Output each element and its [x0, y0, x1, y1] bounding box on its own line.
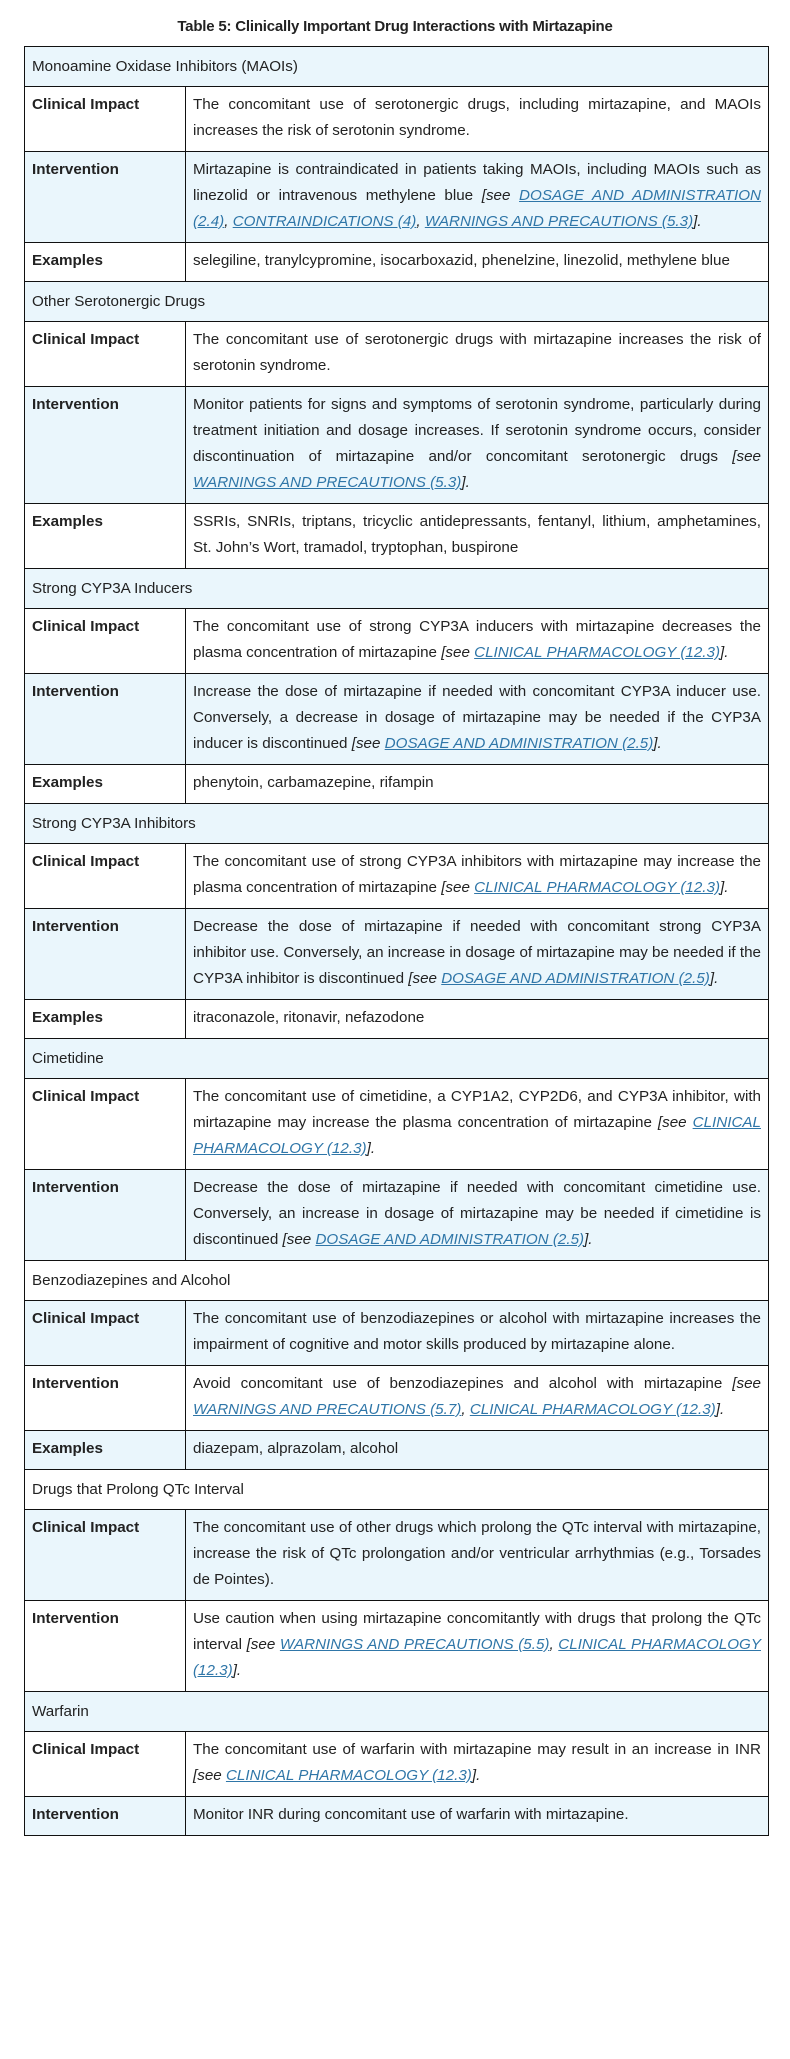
section-header-row: [25, 282, 769, 322]
section-title-strong-cyp3a-inhibitors: Strong CYP3A Inhibitors: [25, 804, 769, 844]
row-text: itraconazole, ritonavir, nefazodone: [193, 1009, 425, 1026]
row-text: Decrease the dose of mirtazapine if needed with concomitant strong CYP3A inhibitor use. Conversely, an increase in dosage of mirtazapine may be needed if the CYP3A inhibitor is discontinued: [193, 918, 761, 987]
row-label: Intervention: [25, 387, 186, 504]
section-header-row: [25, 1039, 769, 1079]
link-separator: ,: [461, 1401, 470, 1418]
see-prefix: [see: [732, 448, 761, 465]
row-content: [186, 1366, 769, 1431]
section-header-row: [25, 47, 769, 87]
row-content: [186, 1510, 769, 1601]
row-label: Examples: [25, 765, 186, 804]
see-suffix: ].: [693, 213, 702, 230]
row-label: Clinical Impact: [25, 322, 186, 387]
table-row-clinical-impact: [25, 87, 769, 152]
row-content: [186, 909, 769, 1000]
reference-link-warnings-and-precautions-5-3[interactable]: WARNINGS AND PRECAUTIONS (5.3): [424, 213, 694, 230]
table-row-examples: [25, 1000, 769, 1039]
row-text: Decrease the dose of mirtazapine if needed with concomitant cimetidine use. Conversely, an increase in dosage of mirtazapine may be needed if cimetidine is discontinued: [193, 1179, 761, 1248]
row-text: The concomitant use of benzodiazepines or alcohol with mirtazapine increases the impairment of cognitive and motor skills produced by mirtazapine alone.: [193, 1310, 761, 1353]
table-row-clinical-impact: [25, 609, 769, 674]
row-content: [186, 243, 769, 282]
section-title-warfarin: Warfarin: [25, 1692, 769, 1732]
table-row-clinical-impact: [25, 322, 769, 387]
section-header-row: [25, 804, 769, 844]
row-text: The concomitant use of other drugs which prolong the QTc interval with mirtazapine, increase the risk of QTc prolongation and/or ventricular arrhythmias (e.g., Torsades de Pointes).: [193, 1519, 761, 1588]
reference-link-dosage-and-administration-2-5[interactable]: DOSAGE AND ADMINISTRATION (2.5): [441, 970, 710, 987]
section-header-row: [25, 1692, 769, 1732]
table-row-examples: [25, 243, 769, 282]
see-prefix: [see: [351, 735, 385, 752]
row-text: Increase the dose of mirtazapine if needed with concomitant CYP3A inducer use. Conversely, a decrease in dosage of mirtazapine may be needed if the CYP3A inducer is discontinued: [193, 683, 761, 752]
drug-interactions-table: [24, 46, 769, 1836]
row-label: Clinical Impact: [25, 1079, 186, 1170]
see-prefix: [see: [441, 879, 475, 896]
table-row-intervention: [25, 674, 769, 765]
row-label: Examples: [25, 1000, 186, 1039]
row-text: Mirtazapine is contraindicated in patients taking MAOIs, including MAOIs such as linezolid or intravenous methylene blue: [193, 161, 761, 204]
see-suffix: ].: [720, 644, 729, 661]
reference-link-clinical-pharmacology-12-3[interactable]: CLINICAL PHARMACOLOGY (12.3): [469, 1401, 716, 1418]
row-content: [186, 152, 769, 243]
link-separator: ,: [549, 1636, 559, 1653]
reference-link-clinical-pharmacology-12-3[interactable]: CLINICAL PHARMACOLOGY (12.3): [474, 879, 721, 896]
row-text: diazepam, alprazolam, alcohol: [193, 1440, 399, 1457]
see-suffix: ].: [471, 1767, 481, 1784]
see-prefix: [see: [481, 187, 520, 204]
row-label: Examples: [25, 1431, 186, 1470]
row-content: [186, 1000, 769, 1039]
reference-link-contraindications-4[interactable]: CONTRAINDICATIONS (4): [232, 213, 417, 230]
row-content: [186, 322, 769, 387]
see-prefix: [see: [657, 1114, 693, 1131]
row-content: [186, 387, 769, 504]
see-suffix: ].: [584, 1231, 593, 1248]
see-suffix: ].: [232, 1662, 242, 1679]
row-content: [186, 765, 769, 804]
link-separator: ,: [416, 213, 425, 230]
row-label: Intervention: [25, 1601, 186, 1692]
row-label: Clinical Impact: [25, 844, 186, 909]
see-suffix: ].: [720, 879, 729, 896]
see-prefix: [see: [246, 1636, 280, 1653]
row-content: [186, 504, 769, 569]
table-row-examples: [25, 765, 769, 804]
section-title-strong-cyp3a-inducers: Strong CYP3A Inducers: [25, 569, 769, 609]
see-prefix: [see: [732, 1375, 761, 1392]
row-content: [186, 1170, 769, 1261]
reference-link-warnings-and-precautions-5-3[interactable]: WARNINGS AND PRECAUTIONS (5.3): [193, 474, 462, 491]
table-row-clinical-impact: [25, 1301, 769, 1366]
see-suffix: ].: [715, 1401, 725, 1418]
section-title-monoamine-oxidase-inhibitors-maois: Monoamine Oxidase Inhibitors (MAOIs): [25, 47, 769, 87]
see-prefix: [see: [193, 1767, 226, 1784]
row-text: The concomitant use of serotonergic drugs with mirtazapine increases the risk of serotonin syndrome.: [193, 331, 761, 374]
row-text: Use caution when using mirtazapine concomitantly with drugs that prolong the QTc interval: [193, 1610, 761, 1653]
row-text: Monitor patients for signs and symptoms of serotonin syndrome, particularly during treatment initiation and dosage increases. If serotonin syndrome occurs, consider discontinuation of mirtazapine and/or concomitant serotonergic drugs: [193, 396, 761, 465]
section-title-benzodiazepines-and-alcohol: Benzodiazepines and Alcohol: [25, 1261, 769, 1301]
table-row-clinical-impact: [25, 1510, 769, 1601]
reference-link-dosage-and-administration-2-5[interactable]: DOSAGE AND ADMINISTRATION (2.5): [384, 735, 654, 752]
see-suffix: ].: [461, 474, 470, 491]
row-label: Intervention: [25, 1170, 186, 1261]
table-row-clinical-impact: [25, 1079, 769, 1170]
table-row-clinical-impact: [25, 844, 769, 909]
row-text: The concomitant use of serotonergic drugs, including mirtazapine, and MAOIs increases the risk of serotonin syndrome.: [193, 96, 761, 139]
table-row-examples: [25, 1431, 769, 1470]
row-label: Examples: [25, 243, 186, 282]
row-content: [186, 1079, 769, 1170]
section-title-cimetidine: Cimetidine: [25, 1039, 769, 1079]
reference-link-clinical-pharmacology-12-3[interactable]: CLINICAL PHARMACOLOGY (12.3): [193, 1114, 761, 1157]
see-prefix: [see: [441, 644, 475, 661]
table-row-examples: [25, 504, 769, 569]
row-content: [186, 1797, 769, 1836]
row-content: [186, 1301, 769, 1366]
row-text: phenytoin, carbamazepine, rifampin: [193, 774, 434, 791]
section-title-other-serotonergic-drugs: Other Serotonergic Drugs: [25, 282, 769, 322]
row-content: [186, 609, 769, 674]
reference-link-warnings-and-precautions-5-7[interactable]: WARNINGS AND PRECAUTIONS (5.7): [193, 1401, 462, 1418]
section-title-drugs-that-prolong-qtc-interval: Drugs that Prolong QTc Interval: [25, 1470, 769, 1510]
row-label: Clinical Impact: [25, 609, 186, 674]
row-label: Clinical Impact: [25, 1301, 186, 1366]
see-suffix: ].: [653, 735, 662, 752]
reference-link-dosage-and-administration-2-5[interactable]: DOSAGE AND ADMINISTRATION (2.5): [315, 1231, 585, 1248]
reference-link-clinical-pharmacology-12-3[interactable]: CLINICAL PHARMACOLOGY (12.3): [225, 1767, 472, 1784]
table-row-intervention: [25, 1601, 769, 1692]
table-row-intervention: [25, 1797, 769, 1836]
row-text: Monitor INR during concomitant use of warfarin with mirtazapine.: [193, 1806, 629, 1823]
row-text: The concomitant use of strong CYP3A inhibitors with mirtazapine may increase the plasma concentration of mirtazapine: [193, 853, 761, 896]
section-header-row: [25, 569, 769, 609]
reference-link-warnings-and-precautions-5-5[interactable]: WARNINGS AND PRECAUTIONS (5.5): [279, 1636, 550, 1653]
table-row-intervention: [25, 1170, 769, 1261]
section-header-row: [25, 1470, 769, 1510]
row-label: Intervention: [25, 1366, 186, 1431]
see-suffix: ].: [709, 970, 719, 987]
table-row-intervention: [25, 387, 769, 504]
row-label: Intervention: [25, 674, 186, 765]
row-text: The concomitant use of warfarin with mirtazapine may result in an increase in INR: [193, 1741, 761, 1758]
see-prefix: [see: [282, 1231, 316, 1248]
row-content: [186, 87, 769, 152]
row-text: SSRIs, SNRIs, triptans, tricyclic antidepressants, fentanyl, lithium, amphetamines, St. John’s Wort, tramadol, tryptophan, buspirone: [193, 513, 761, 556]
reference-link-dosage-and-administration-2-4[interactable]: DOSAGE AND ADMINISTRATION (2.4): [193, 187, 761, 230]
row-label: Examples: [25, 504, 186, 569]
row-label: Intervention: [25, 1797, 186, 1836]
row-content: [186, 1732, 769, 1797]
link-separator: ,: [224, 213, 233, 230]
table-body: [25, 47, 769, 1836]
row-text: selegiline, tranylcypromine, isocarboxazid, phenelzine, linezolid, methylene blue: [193, 252, 730, 269]
see-prefix: [see: [408, 970, 442, 987]
row-label: Intervention: [25, 909, 186, 1000]
table-row-intervention: [25, 1366, 769, 1431]
table-row-intervention: [25, 152, 769, 243]
row-text: The concomitant use of cimetidine, a CYP1A2, CYP2D6, and CYP3A inhibitor, with mirtazapine may increase the plasma concentration of mirtazapine: [193, 1088, 761, 1131]
row-label: Clinical Impact: [25, 1510, 186, 1601]
row-content: [186, 844, 769, 909]
row-text: Avoid concomitant use of benzodiazepines and alcohol with mirtazapine: [193, 1375, 733, 1392]
reference-link-clinical-pharmacology-12-3[interactable]: CLINICAL PHARMACOLOGY (12.3): [193, 1636, 761, 1679]
reference-link-clinical-pharmacology-12-3[interactable]: CLINICAL PHARMACOLOGY (12.3): [474, 644, 721, 661]
row-content: [186, 1601, 769, 1692]
table-row-intervention: [25, 909, 769, 1000]
row-label: Intervention: [25, 152, 186, 243]
row-text: The concomitant use of strong CYP3A inducers with mirtazapine decreases the plasma concentration of mirtazapine: [193, 618, 761, 661]
row-label: Clinical Impact: [25, 1732, 186, 1797]
section-header-row: [25, 1261, 769, 1301]
row-content: [186, 674, 769, 765]
table-caption: Table 5: Clinically Important Drug Interactions with Mirtazapine: [177, 18, 613, 35]
table-row-clinical-impact: [25, 1732, 769, 1797]
row-label: Clinical Impact: [25, 87, 186, 152]
see-suffix: ].: [366, 1140, 376, 1157]
row-content: [186, 1431, 769, 1470]
